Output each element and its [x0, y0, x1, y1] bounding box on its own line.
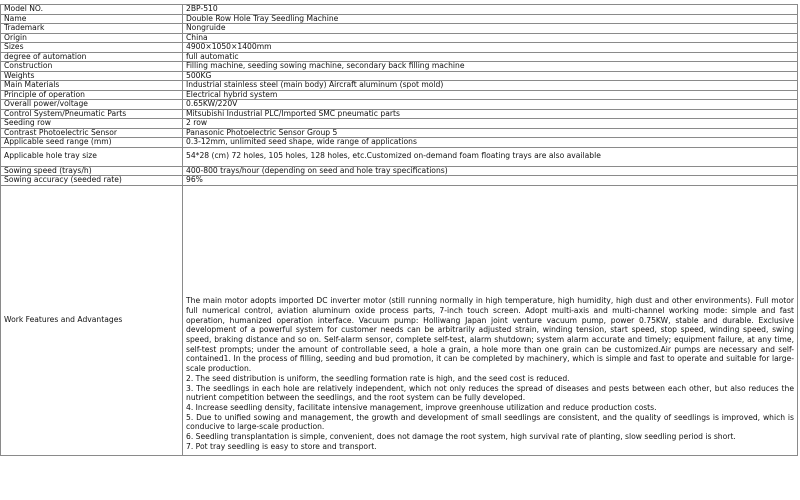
row-label: Model NO.: [1, 5, 183, 15]
table-row: [1, 14, 798, 24]
row-value: full automatic: [183, 52, 798, 62]
table-row: [1, 109, 798, 119]
feature-paragraph: 7. Pot tray seedling is easy to store and transport.: [186, 441, 377, 451]
row-value: Electrical hybrid system: [183, 90, 798, 100]
row-value: 0.65KW/220V: [183, 100, 798, 110]
row-value: 2BP-510: [183, 5, 798, 15]
row-label: Weights: [1, 71, 183, 81]
table-row: [1, 128, 798, 138]
feature-paragraph: 4. Increase seedling density, facilitate intensive management, improve greenhouse utilization and reduce production costs.: [186, 402, 657, 412]
row-label: Main Materials: [1, 81, 183, 91]
feature-paragraph: The main motor adopts imported DC inverter motor (still running normally in high temperature, high humidity, high dust and other environments). Full motor full numerical control, aviation aluminum oxide process parts, 7-inch touch screen. Adopt multi-axis and multi-channel working mode: simple and fast operation, humanized operation interface. Vacuum pump: Holliwang Japan joint venture vacuum pump, power 0.75KW, stable and durable. Exclusive development of a powerful system for customer needs can be arbitrarily adjusted strain, winding tension, start speed, stop speed, winding speed, swing speed, braking distance and so on. Self-alarm sensor, complete self-test, alarm shutdown; system alarm accurate and timely; equipment failure, at any time, self-test prompts; under the amount of controllable seed, a hole a grain, a hole more than one grain can be customized.Air pumps are necessary and self-contained1. In the process of filling, seeding and bud promotion, it can be completed by machinery, which is simple and fast to operate and suitable for large-scale production.: [186, 296, 794, 374]
table-row: [1, 62, 798, 72]
row-value: 500KG: [183, 71, 798, 81]
spec-table: [0, 4, 798, 456]
row-value: China: [183, 33, 798, 43]
row-value: 400-800 trays/hour (depending on seed and hole tray specifications): [183, 166, 798, 176]
table-row: [1, 24, 798, 34]
feature-paragraph: 6. Seedling transplantation is simple, convenient, does not damage the root system, high survival rate of planting, slow seedling period is short.: [186, 432, 736, 442]
table-row: [1, 52, 798, 62]
work-features-text: [183, 185, 798, 455]
row-label: Seeding row: [1, 119, 183, 129]
table-row: [1, 81, 798, 91]
row-label: Applicable hole tray size: [1, 147, 183, 166]
table-row: [1, 147, 798, 166]
row-label: degree of automation: [1, 52, 183, 62]
table-row: [1, 71, 798, 81]
row-label: Sowing accuracy (seeded rate): [1, 176, 183, 186]
row-value: Panasonic Photoelectric Sensor Group 5: [183, 128, 798, 138]
row-label: Overall power/voltage: [1, 100, 183, 110]
row-value: 4900×1050×1400mm: [183, 43, 798, 53]
work-features-label: Work Features and Advantages: [1, 185, 183, 455]
table-row: [1, 176, 798, 186]
row-value: Industrial stainless steel (main body) Aircraft aluminum (spot mold): [183, 81, 798, 91]
table-row: [1, 166, 798, 176]
table-row: [1, 100, 798, 110]
row-label: Sizes: [1, 43, 183, 53]
row-value: Mitsubishi Industrial PLC/Imported SMC pneumatic parts: [183, 109, 798, 119]
feature-paragraph: 2. The seed distribution is uniform, the seedling formation rate is high, and the seed cost is reduced.: [186, 373, 570, 383]
row-label: Name: [1, 14, 183, 24]
row-value: 2 row: [183, 119, 798, 129]
row-label: Origin: [1, 33, 183, 43]
row-label: Applicable seed range (mm): [1, 138, 183, 148]
spec-table-body: [1, 5, 798, 456]
row-value: Filling machine, seeding sowing machine, secondary back filling machine: [183, 62, 798, 72]
table-row: [1, 119, 798, 129]
feature-paragraph: 5. Due to unified sowing and management, the growth and development of small seedlings are consistent, and the quality of seedlings is improved, which is conducive to large-scale production.: [186, 412, 794, 432]
row-value: 54*28 (cm) 72 holes, 105 holes, 128 holes, etc.Customized on-demand foam floating trays are also available: [183, 147, 798, 166]
work-features-row: [1, 185, 798, 455]
row-value: Nongruide: [183, 24, 798, 34]
row-value: Double Row Hole Tray Seedling Machine: [183, 14, 798, 24]
row-label: Construction: [1, 62, 183, 72]
table-row: [1, 33, 798, 43]
row-value: 96%: [183, 176, 798, 186]
table-row: [1, 90, 798, 100]
row-label: Sowing speed (trays/h): [1, 166, 183, 176]
row-value: 0.3-12mm, unlimited seed shape, wide range of applications: [183, 138, 798, 148]
table-row: [1, 5, 798, 15]
table-row: [1, 43, 798, 53]
row-label: Trademark: [1, 24, 183, 34]
row-label: Control System/Pneumatic Parts: [1, 109, 183, 119]
row-label: Contrast Photoelectric Sensor: [1, 128, 183, 138]
spec-sheet: [0, 4, 800, 456]
row-label: Principle of operation: [1, 90, 183, 100]
table-row: [1, 138, 798, 148]
feature-paragraph: 3. The seedlings in each hole are relatively independent, which not only reduces the spread of diseases and pests between each other, but also reduces the nutrient competition between the seedlings, and the root system can be fully developed.: [186, 383, 794, 403]
